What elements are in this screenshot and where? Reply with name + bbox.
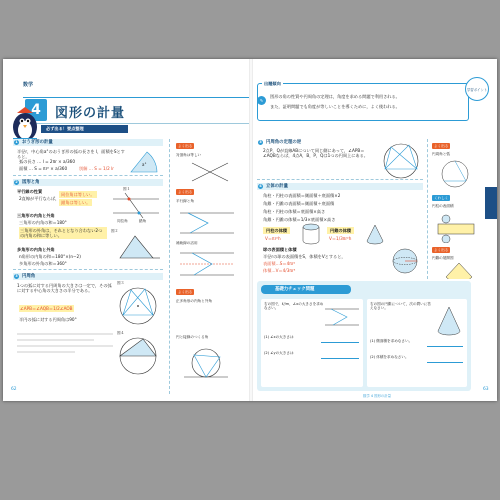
q1-answer-1-field[interactable]	[321, 335, 359, 343]
cone-net-figure	[442, 261, 476, 279]
triangle-line-1: 三角形の内角の和＝180°	[19, 220, 67, 225]
vertical-angle-figure	[190, 161, 230, 183]
alt-angle-label: 錯角	[139, 219, 147, 223]
sphere-line-1: 半径rの球の表面積をS，体積をVとすると，	[263, 254, 346, 259]
dir-angle-label: 同位角	[117, 219, 128, 223]
triangle-heading: 三角形の内角と外角	[17, 213, 55, 218]
sphere-volume: 体積…V＝4/3πr³	[263, 268, 296, 273]
section-number: 3	[259, 140, 262, 144]
frequent-tag: よく出る	[434, 248, 449, 252]
frequent-tag: よく出る	[178, 144, 193, 148]
trend-box-title: 出題傾向	[264, 81, 281, 86]
cone-volume-label: 円錐の体積	[327, 227, 354, 234]
chapter-number: 4	[31, 102, 41, 118]
side-note-4: 正多角形の内角と外角	[176, 299, 212, 303]
subject-label: 数学	[23, 82, 34, 88]
q1-answer-2-field[interactable]	[321, 351, 359, 359]
section-heading-2	[13, 179, 163, 186]
semicircle-figure	[117, 335, 159, 377]
page-number-right: 63	[483, 387, 489, 392]
sec3-line-1: 1つの弧に対する円周角の大きさは一定で，その弧に対する中心角の大きさの半分である。	[17, 283, 112, 293]
sec3b-line-1: 2点P，Qが直線ABについて同じ側にあって，∠APB＝∠AQBならば，4点A，B，P，Qは1つの円周上にある。	[263, 148, 368, 158]
divider	[13, 269, 163, 270]
q1-part-2: (2) ∠yの大きさは	[264, 351, 294, 355]
triangle-figure	[117, 233, 161, 261]
basic-check-panel	[257, 281, 471, 391]
check-title: 基礎力チェック問題	[275, 287, 315, 292]
sphere-figure	[391, 247, 419, 275]
main-column-left	[13, 139, 163, 394]
sector-figure	[128, 148, 160, 174]
section-heading-3	[13, 273, 163, 280]
right-side-note-2: 円柱の表面積	[432, 204, 454, 208]
figure-label-4: 図４	[117, 331, 125, 335]
frequent-tag: よく出る	[178, 290, 193, 294]
parallel-line: 2直線が平行ならば，	[19, 196, 60, 201]
right-sidebar	[427, 139, 481, 279]
trend-line-1: 図形の角の性質や円周角の定理は，角度を求める問題で利用される。	[270, 94, 400, 99]
auxiliary-line-figure	[178, 249, 236, 279]
section-heading-1	[13, 139, 163, 146]
section-heading-4	[257, 183, 423, 190]
sec4-line-3: 角柱・円柱の体積＝底面積×高さ	[263, 209, 326, 214]
q2-text: 右の図の円錐について，次の問いに答えなさい。	[370, 302, 431, 311]
trend-box-icon: ✎	[257, 96, 266, 105]
check-question-1	[261, 299, 363, 387]
parallel-lines-figure	[111, 191, 161, 219]
main-column-right	[257, 139, 423, 279]
page-title: 図形の計量	[55, 106, 126, 121]
q1-text: 右の図で，ℓ//m，∠xの大きさを求めなさい。	[264, 302, 324, 311]
section-title: 円周角	[22, 274, 36, 279]
section-title: 図形と角	[22, 180, 40, 185]
parallel-angle-figure	[178, 207, 236, 237]
learning-point-label: 学習ポイント	[466, 88, 488, 92]
parallel-fact-1: 同位角は等しい。	[61, 192, 95, 197]
footer-label: 数学 4 図形の計量	[363, 394, 392, 398]
sec4-line-4: 角錐・円錐の体積＝1/3×底面積×高さ	[263, 217, 336, 222]
left-page	[3, 59, 249, 401]
cylinder-volume-formula: V＝πr²h	[265, 236, 281, 241]
sec3-line-3: 半円の弧に対する円周角は90°	[19, 317, 77, 322]
filler-text-block	[17, 329, 113, 384]
q2-part-1: (1) 側面積を求めなさい。	[370, 339, 413, 343]
parallel-heading: 平行線の性質	[17, 189, 43, 194]
section-number: 1	[15, 140, 18, 144]
sec1-line-2: 弧の長さ … l = 2πr × a/360	[19, 159, 75, 164]
side-note-2: 平行線と角	[176, 199, 194, 203]
q2-cone-figure	[435, 305, 463, 337]
arc-angle-figure	[438, 159, 472, 189]
sphere-heading: 球の表面積と体積	[263, 247, 297, 252]
divider	[13, 175, 163, 176]
subject-side-tab[interactable]	[479, 187, 497, 219]
cylinder-figure	[301, 223, 321, 245]
q2-answer-1-field[interactable]	[427, 339, 463, 347]
cylinder-net-figure	[436, 213, 476, 243]
check-title-bar	[261, 285, 351, 294]
frequent-tag: よく出る	[434, 144, 449, 148]
figure-label-1: 図１	[123, 187, 131, 191]
inscribed-angle-figure	[117, 285, 159, 327]
check-question-2	[367, 299, 467, 387]
sec3-line-2: ∠APB＝∠AQB＝1/2∠AOB	[20, 306, 73, 311]
section-title: おうぎ形の計量	[22, 140, 53, 145]
polygon-line-1: n角形の内角の和＝180°×(n−2)	[19, 254, 81, 259]
section-title: 円周角の定理の逆	[266, 140, 302, 145]
sec4-line-1: 角柱・円柱の表面積＝側面積＋底面積×2	[263, 193, 341, 198]
svg-text:a°: a°	[142, 162, 147, 167]
detail-tag: くわしく	[434, 196, 449, 200]
section-number: 4	[259, 184, 262, 188]
section-number: 2	[15, 180, 18, 184]
q1-part-1: (1) ∠xの大きさは	[264, 335, 294, 339]
side-note-3: 補助線の活用	[176, 241, 198, 245]
figure-label-2: 図２	[111, 229, 119, 233]
converse-theorem-figure	[379, 141, 423, 181]
sec1-line-4: 別解 … S = 1/2 lr	[79, 166, 115, 171]
penguin-mascot-icon	[9, 101, 39, 143]
right-side-note-3: 円錐の展開図	[432, 256, 454, 260]
title-underline	[23, 123, 249, 124]
cylinder-volume-label: 円柱の体積	[263, 227, 290, 234]
section-number: 3	[15, 274, 18, 278]
key-points-band	[41, 125, 128, 133]
subject-tab-label: 数学	[479, 199, 484, 207]
right-page	[253, 59, 497, 401]
textbook-spread	[3, 59, 497, 401]
frequent-tag: よく出る	[178, 190, 193, 194]
cone-volume-formula: V＝1/3πr²h	[329, 236, 352, 241]
sec1-line-3: 面積 … S = πr² × a/360	[19, 166, 68, 171]
tangent-figure	[182, 345, 230, 385]
cone-figure	[365, 223, 385, 245]
divider	[257, 179, 423, 180]
polygon-line-2: 多角形の外角の和＝360°	[19, 261, 67, 266]
trend-line-2: また，証明問題でも角度が等しいことを導くために，よく使われる。	[270, 104, 400, 109]
page-number-left: 62	[11, 387, 17, 392]
title-rule	[23, 97, 249, 98]
learning-point-circle	[465, 77, 489, 101]
side-note-1: 対頂角は等しい	[176, 153, 202, 157]
q2-part-2: (2) 体積を求めなさい。	[370, 355, 409, 359]
key-points-label: 必ず出る！要点整理	[46, 126, 84, 131]
q1-figure	[323, 303, 361, 331]
left-sidebar	[169, 139, 241, 394]
section-title: 立体の計量	[266, 184, 288, 189]
polygon-heading: 多角形の内角と外角	[17, 247, 55, 252]
sec4-line-2: 角錐・円錐の表面積＝側面積＋底面積	[263, 201, 335, 206]
side-note-5: 円と接線のつくる角	[176, 335, 209, 339]
parallel-fact-2: 錯角は等しい。	[61, 200, 91, 205]
trend-box	[257, 83, 469, 121]
triangle-line-2: 三角形の外角は，それととなり合わない2つの内角の和に等しい。	[19, 227, 107, 239]
figure-label-3: 図３	[117, 281, 125, 285]
sphere-area: 表面積…S＝4πr²	[263, 261, 296, 266]
q2-answer-2-field[interactable]	[427, 355, 463, 363]
sec1-line-1: 半径r，中心角a°のおうぎ形の弧の長さを l，面積をSとすると，	[17, 149, 125, 159]
right-side-note-1: 円周角と弧	[432, 152, 450, 156]
